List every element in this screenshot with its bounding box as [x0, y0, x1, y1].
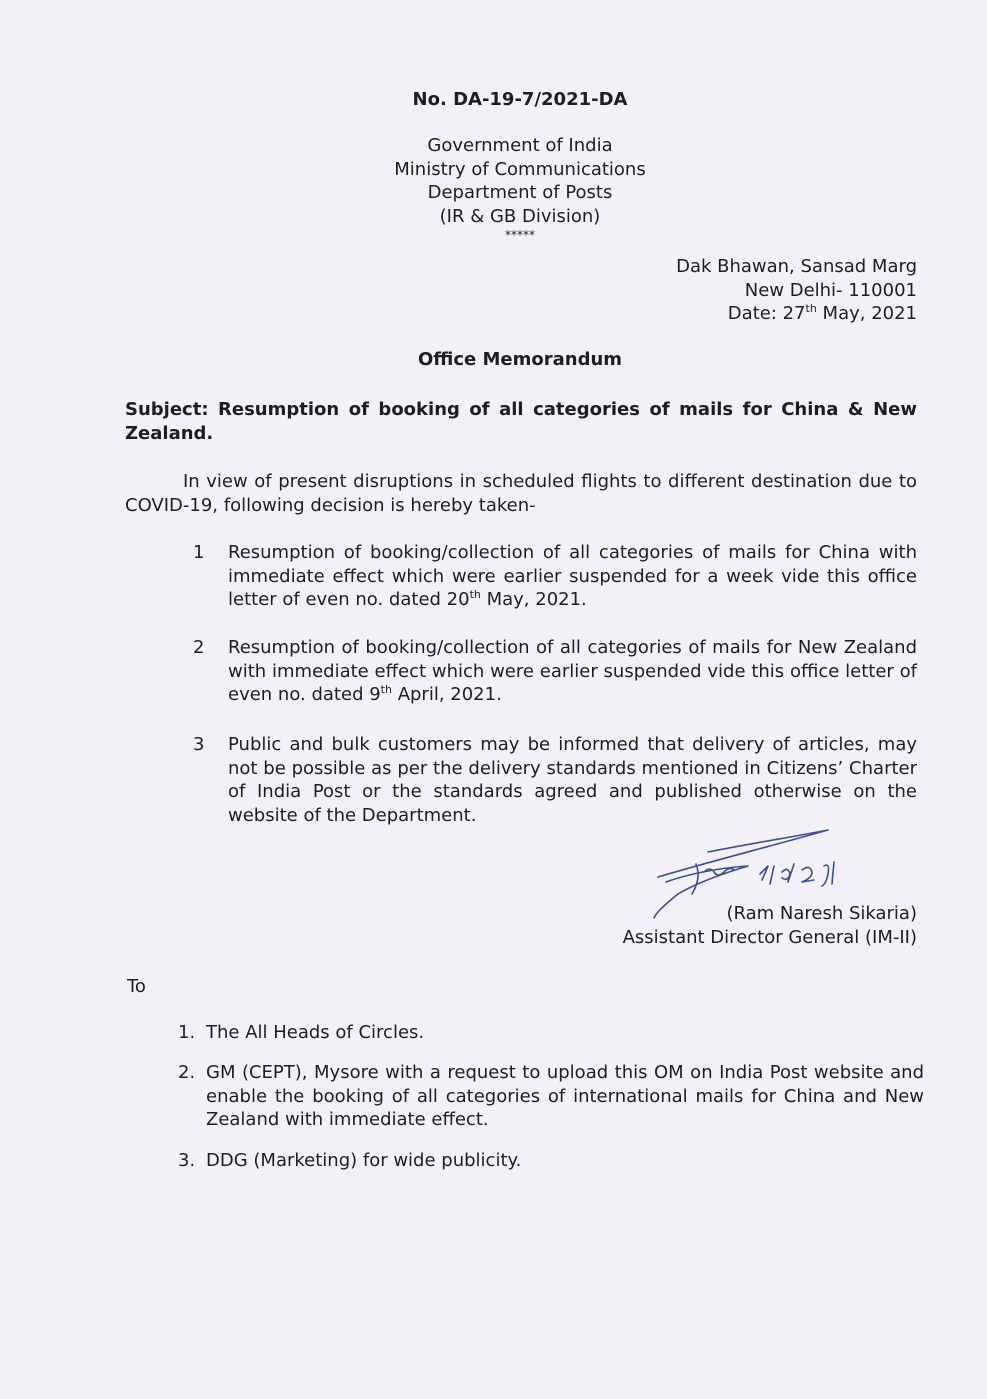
intro-paragraph: In view of present disruptions in scheduled flights to different destination due to COVID-19, following decision is hereby taken- — [125, 471, 917, 516]
recipient-text: GM (CEPT), Mysore with a request to upload this OM on India Post website and enable the booking of all categories of international mails for China and New Zealand with immediate effect. — [206, 1062, 924, 1130]
org-separator: ***** — [505, 228, 535, 242]
recipient-number: 1. — [178, 1022, 196, 1043]
decision-number: 2 — [193, 637, 205, 658]
signatory-designation: Assistant Director General (IM-II) — [622, 927, 917, 948]
memo-subject: Subject: Resumption of booking of all categories of mails for China & New Zealand. — [125, 399, 917, 444]
memo-title: Office Memorandum — [417, 349, 623, 370]
recipient-text: DDG (Marketing) for wide publicity. — [206, 1150, 522, 1171]
address-block — [560, 255, 917, 326]
decision-number: 1 — [193, 542, 205, 563]
decision-text: Resumption of booking/collection of all categories of mails for New Zealand with immediate effect which were earlier suspended vide this office letter of even no. dated 9th April, 2021. — [228, 637, 917, 705]
memo-date: Date: 27th May, 2021 — [727, 302, 917, 324]
recipient-number: 2. — [178, 1062, 196, 1083]
recipient-text: The All Heads of Circles. — [206, 1022, 425, 1043]
file-number: No. DA-19-7/2021-DA — [412, 89, 628, 110]
address-line-2: New Delhi- 110001 — [744, 279, 917, 301]
decision-text: Public and bulk customers may be informed that delivery of articles, may not be possible as per the delivery standards mentioned in Citizens’ Charter of India Post or the standards agreed and published otherwise on the website of the Department. — [228, 734, 917, 826]
signatory-name: (Ram Naresh Sikaria) — [726, 903, 917, 924]
org-line-ministry: Ministry of Communications — [394, 158, 646, 180]
decision-number: 3 — [193, 734, 205, 755]
org-block — [320, 134, 720, 242]
decision-item — [193, 541, 917, 613]
decision-item — [193, 636, 917, 708]
recipient-number: 3. — [178, 1150, 196, 1171]
address-line-1: Dak Bhawan, Sansad Marg — [676, 256, 917, 277]
decision-item — [193, 733, 917, 829]
org-line-division: (IR & GB Division) — [439, 205, 601, 227]
decision-text: Resumption of booking/collection of all categories of mails for China with immediate effect which were earlier suspended for a week vide this office letter of even no. dated 20th May, 2021. — [228, 542, 917, 610]
org-line-government: Government of India — [427, 135, 613, 156]
to-label: To — [127, 976, 146, 997]
org-line-department: Department of Posts — [427, 182, 613, 203]
